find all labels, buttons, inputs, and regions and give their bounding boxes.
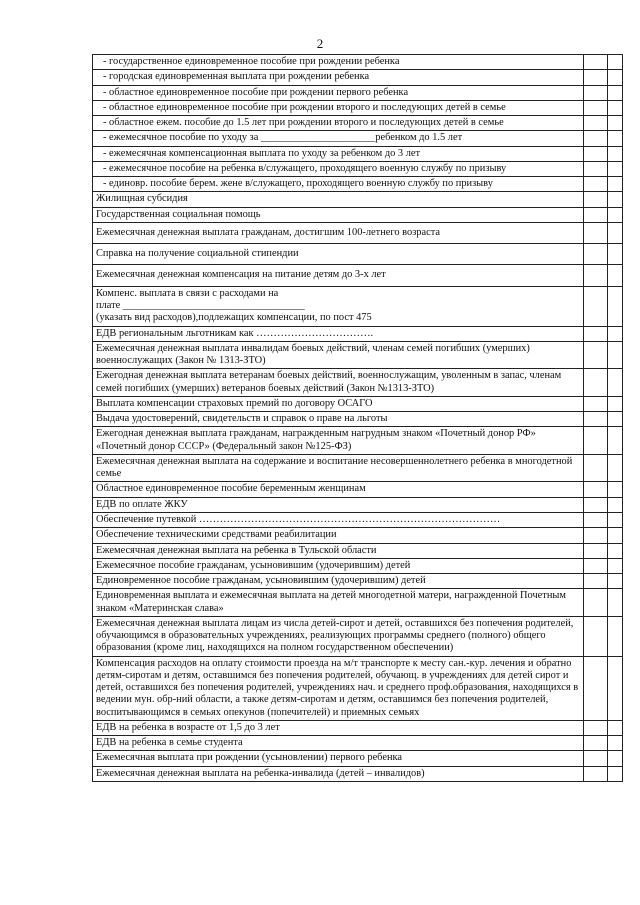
table-row: [93, 55, 623, 70]
mark-cell-secondary: [608, 177, 623, 192]
mark-cell: [584, 207, 608, 222]
benefit-description-cell: - областное ежем. пособие до 1.5 лет при рождении второго и последующих детей в семье: [93, 116, 584, 131]
benefit-description-cell: Ежегодная денежная выплата ветеранам боевых действий, военнослужащим, уволенным в запас, членам семей погибших (умерших) ветеранов боевых действий (Закон №1313-ЗТО): [93, 369, 584, 397]
table-row: [93, 589, 623, 617]
mark-cell-secondary: [608, 146, 623, 161]
benefit-description-cell: Обеспечение техническими средствами реабилитации: [93, 528, 584, 543]
benefit-description-cell: Единовременная выплата и ежемесячная выплата на детей многодетной матери, награжденной Почетным знаком «Материнская слава»: [93, 589, 584, 617]
mark-cell: [584, 146, 608, 161]
benefits-table: [92, 54, 623, 782]
mark-cell: [584, 616, 608, 656]
benefit-description-cell: Ежемесячное пособие гражданам, усыновившим (удочерившим) детей: [93, 558, 584, 573]
table-row: [93, 131, 623, 146]
mark-cell: [584, 528, 608, 543]
table-row: [93, 85, 623, 100]
benefit-description-cell: - ежемесячная компенсационная выплата по уходу за ребенком до 3 лет: [93, 146, 584, 161]
mark-cell: [584, 482, 608, 497]
benefit-description-cell: Единовременное пособие гражданам, усыновившим (удочерившим) детей: [93, 574, 584, 589]
mark-cell: [584, 574, 608, 589]
mark-cell: [584, 454, 608, 482]
benefit-description-cell: - ежемесячное пособие на ребенка в/служащего, проходящего военную службу по призыву: [93, 161, 584, 176]
benefit-description-cell: Компенс. выплата в связи с расходами на плате ___________________________________ (указать вид расходов),подлежащих компенсации, по пост 475: [93, 286, 584, 326]
mark-cell-secondary: [608, 131, 623, 146]
mark-cell: [584, 558, 608, 573]
benefit-description-cell: Областное единовременное пособие беременным женщинам: [93, 482, 584, 497]
table-row: [93, 454, 623, 482]
mark-cell: [584, 85, 608, 100]
table-row: [93, 543, 623, 558]
benefit-description-cell: ЕДВ региональным льготникам как …………………………….: [93, 326, 584, 341]
mark-cell-secondary: [608, 751, 623, 766]
mark-cell-secondary: [608, 116, 623, 131]
table-row: [93, 396, 623, 411]
table-row: [93, 146, 623, 161]
table-row: [93, 116, 623, 131]
mark-cell-secondary: [608, 558, 623, 573]
mark-cell: [584, 177, 608, 192]
benefit-description-cell: - ежемесячное пособие по уходу за ______________________ребенком до 1.5 лет: [93, 131, 584, 146]
table-row: [93, 427, 623, 455]
benefits-table-body: [93, 55, 623, 782]
mark-cell-secondary: [608, 482, 623, 497]
mark-cell-secondary: [608, 528, 623, 543]
mark-cell: [584, 161, 608, 176]
mark-cell-secondary: [608, 656, 623, 720]
benefit-description-cell: Справка на получение социальной стипендии: [93, 244, 584, 265]
table-row: [93, 412, 623, 427]
mark-cell: [584, 265, 608, 286]
mark-cell: [584, 131, 608, 146]
benefit-description-cell: Обеспечение путевкой ……………………………………………………………………………: [93, 512, 584, 527]
mark-cell: [584, 100, 608, 115]
table-row: [93, 70, 623, 85]
mark-cell-secondary: [608, 70, 623, 85]
mark-cell-secondary: [608, 222, 623, 243]
mark-cell: [584, 412, 608, 427]
mark-cell: [584, 427, 608, 455]
page-number: 2: [316, 36, 324, 51]
mark-cell-secondary: [608, 766, 623, 781]
mark-cell-secondary: [608, 85, 623, 100]
benefit-description-cell: Ежемесячная денежная выплата на ребенка-инвалида (детей – инвалидов): [93, 766, 584, 781]
benefit-description-cell: Ежемесячная денежная выплата на ребенка в Тульской области: [93, 543, 584, 558]
mark-cell: [584, 116, 608, 131]
benefit-description-cell: ЕДВ на ребенка в возрасте от 1,5 до 3 лет: [93, 720, 584, 735]
mark-cell: [584, 543, 608, 558]
benefit-description-cell: Ежемесячная денежная выплата лицам из числа детей-сирот и детей, оставшихся без попечения родителей, обучающимся в образовательных учреждениях, реализующих программы среднего (полного) общего образования (кроме лиц, находящихся на полном государственном обеспечении): [93, 616, 584, 656]
mark-cell: [584, 497, 608, 512]
mark-cell-secondary: [608, 589, 623, 617]
mark-cell-secondary: [608, 412, 623, 427]
table-row: [93, 207, 623, 222]
benefit-description-cell: Ежемесячная денежная выплата на содержание и воспитание несовершеннолетнего ребенка в многодетной семье: [93, 454, 584, 482]
table-row: [93, 497, 623, 512]
mark-cell: [584, 222, 608, 243]
table-row: [93, 720, 623, 735]
mark-cell-secondary: [608, 244, 623, 265]
mark-cell: [584, 396, 608, 411]
table-row: [93, 736, 623, 751]
mark-cell: [584, 720, 608, 735]
table-row: [93, 222, 623, 243]
mark-cell-secondary: [608, 454, 623, 482]
mark-cell-secondary: [608, 396, 623, 411]
mark-cell-secondary: [608, 192, 623, 207]
mark-cell: [584, 736, 608, 751]
table-row: [93, 265, 623, 286]
table-row: [93, 574, 623, 589]
mark-cell: [584, 244, 608, 265]
benefit-description-cell: Жилищная субсидия: [93, 192, 584, 207]
table-row: [93, 616, 623, 656]
table-row: [93, 177, 623, 192]
mark-cell: [584, 766, 608, 781]
mark-cell-secondary: [608, 512, 623, 527]
table-row: [93, 751, 623, 766]
mark-cell-secondary: [608, 543, 623, 558]
mark-cell-secondary: [608, 326, 623, 341]
table-row: [93, 341, 623, 369]
benefit-description-cell: - единовр. пособие берем. жене в/служащего, проходящего военную службу по призыву: [93, 177, 584, 192]
benefit-description-cell: Ежемесячная денежная компенсация на питание детям до 3-х лет: [93, 265, 584, 286]
mark-cell: [584, 369, 608, 397]
mark-cell: [584, 326, 608, 341]
mark-cell-secondary: [608, 574, 623, 589]
benefit-description-cell: - государственное единовременное пособие при рождении ребенка: [93, 55, 584, 70]
table-row: [93, 369, 623, 397]
table-row: [93, 512, 623, 527]
mark-cell: [584, 512, 608, 527]
benefit-description-cell: Государственная социальная помощь: [93, 207, 584, 222]
mark-cell-secondary: [608, 55, 623, 70]
benefit-description-cell: - областное единовременное пособие при рождении первого ребенка: [93, 85, 584, 100]
benefit-description-cell: Ежемесячная выплата при рождении (усыновлении) первого ребенка: [93, 751, 584, 766]
mark-cell: [584, 656, 608, 720]
table-row: [93, 244, 623, 265]
mark-cell-secondary: [608, 736, 623, 751]
mark-cell: [584, 70, 608, 85]
mark-cell-secondary: [608, 427, 623, 455]
table-row: [93, 766, 623, 781]
mark-cell-secondary: [608, 616, 623, 656]
table-row: [93, 558, 623, 573]
mark-cell-secondary: [608, 286, 623, 326]
mark-cell: [584, 55, 608, 70]
benefit-description-cell: Ежемесячная денежная выплата гражданам, достигшим 100-летнего возраста: [93, 222, 584, 243]
table-row: [93, 326, 623, 341]
benefit-description-cell: Выдача удостоверений, свидетельств и справок о праве на льготы: [93, 412, 584, 427]
table-row: [93, 482, 623, 497]
table-row: [93, 161, 623, 176]
mark-cell-secondary: [608, 369, 623, 397]
benefit-description-cell: Компенсация расходов на оплату стоимости проезда на м/т транспорте к месту сан.-кур. лечения и обратно детям-сиротам и детям, оставшимся без попечения родителей, обучающ. в учреждениях для детей сирот и детей, оставшихся без попечения родителей, учреждениях нач. и среднего проф.образования, находящихся в ведении мун. обр-ний области, а также детям-сиротам и детям, оставшимся без попечения родителей, воспитывающимся в семьях опекунов (попечителей) и приемных семьях: [93, 656, 584, 720]
table-row: [93, 192, 623, 207]
benefit-description-cell: ЕДВ по оплате ЖКУ: [93, 497, 584, 512]
table-row: [93, 100, 623, 115]
benefit-description-cell: Ежемесячная денежная выплата инвалидам боевых действий, членам семей погибших (умерших) военнослужащих (Закон № 1313-ЗТО): [93, 341, 584, 369]
benefit-description-cell: ЕДВ на ребенка в семье студента: [93, 736, 584, 751]
mark-cell: [584, 286, 608, 326]
mark-cell: [584, 589, 608, 617]
mark-cell: [584, 192, 608, 207]
mark-cell-secondary: [608, 265, 623, 286]
mark-cell-secondary: [608, 497, 623, 512]
mark-cell-secondary: [608, 207, 623, 222]
benefit-description-cell: Выплата компенсации страховых премий по договору ОСАГО: [93, 396, 584, 411]
benefit-description-cell: - городская единовременная выплата при рождении ребенка: [93, 70, 584, 85]
mark-cell-secondary: [608, 341, 623, 369]
benefit-description-cell: - областное единовременное пособие при рождении второго и последующих детей в семье: [93, 100, 584, 115]
mark-cell-secondary: [608, 161, 623, 176]
table-row: [93, 286, 623, 326]
mark-cell-secondary: [608, 720, 623, 735]
benefit-description-cell: Ежегодная денежная выплата гражданам, награжденным нагрудным знаком «Почетный донор РФ» «Почетный донор СССР» (Федеральный закон №125-ФЗ): [93, 427, 584, 455]
table-row: [93, 528, 623, 543]
mark-cell: [584, 751, 608, 766]
mark-cell: [584, 341, 608, 369]
mark-cell-secondary: [608, 100, 623, 115]
table-row: [93, 656, 623, 720]
